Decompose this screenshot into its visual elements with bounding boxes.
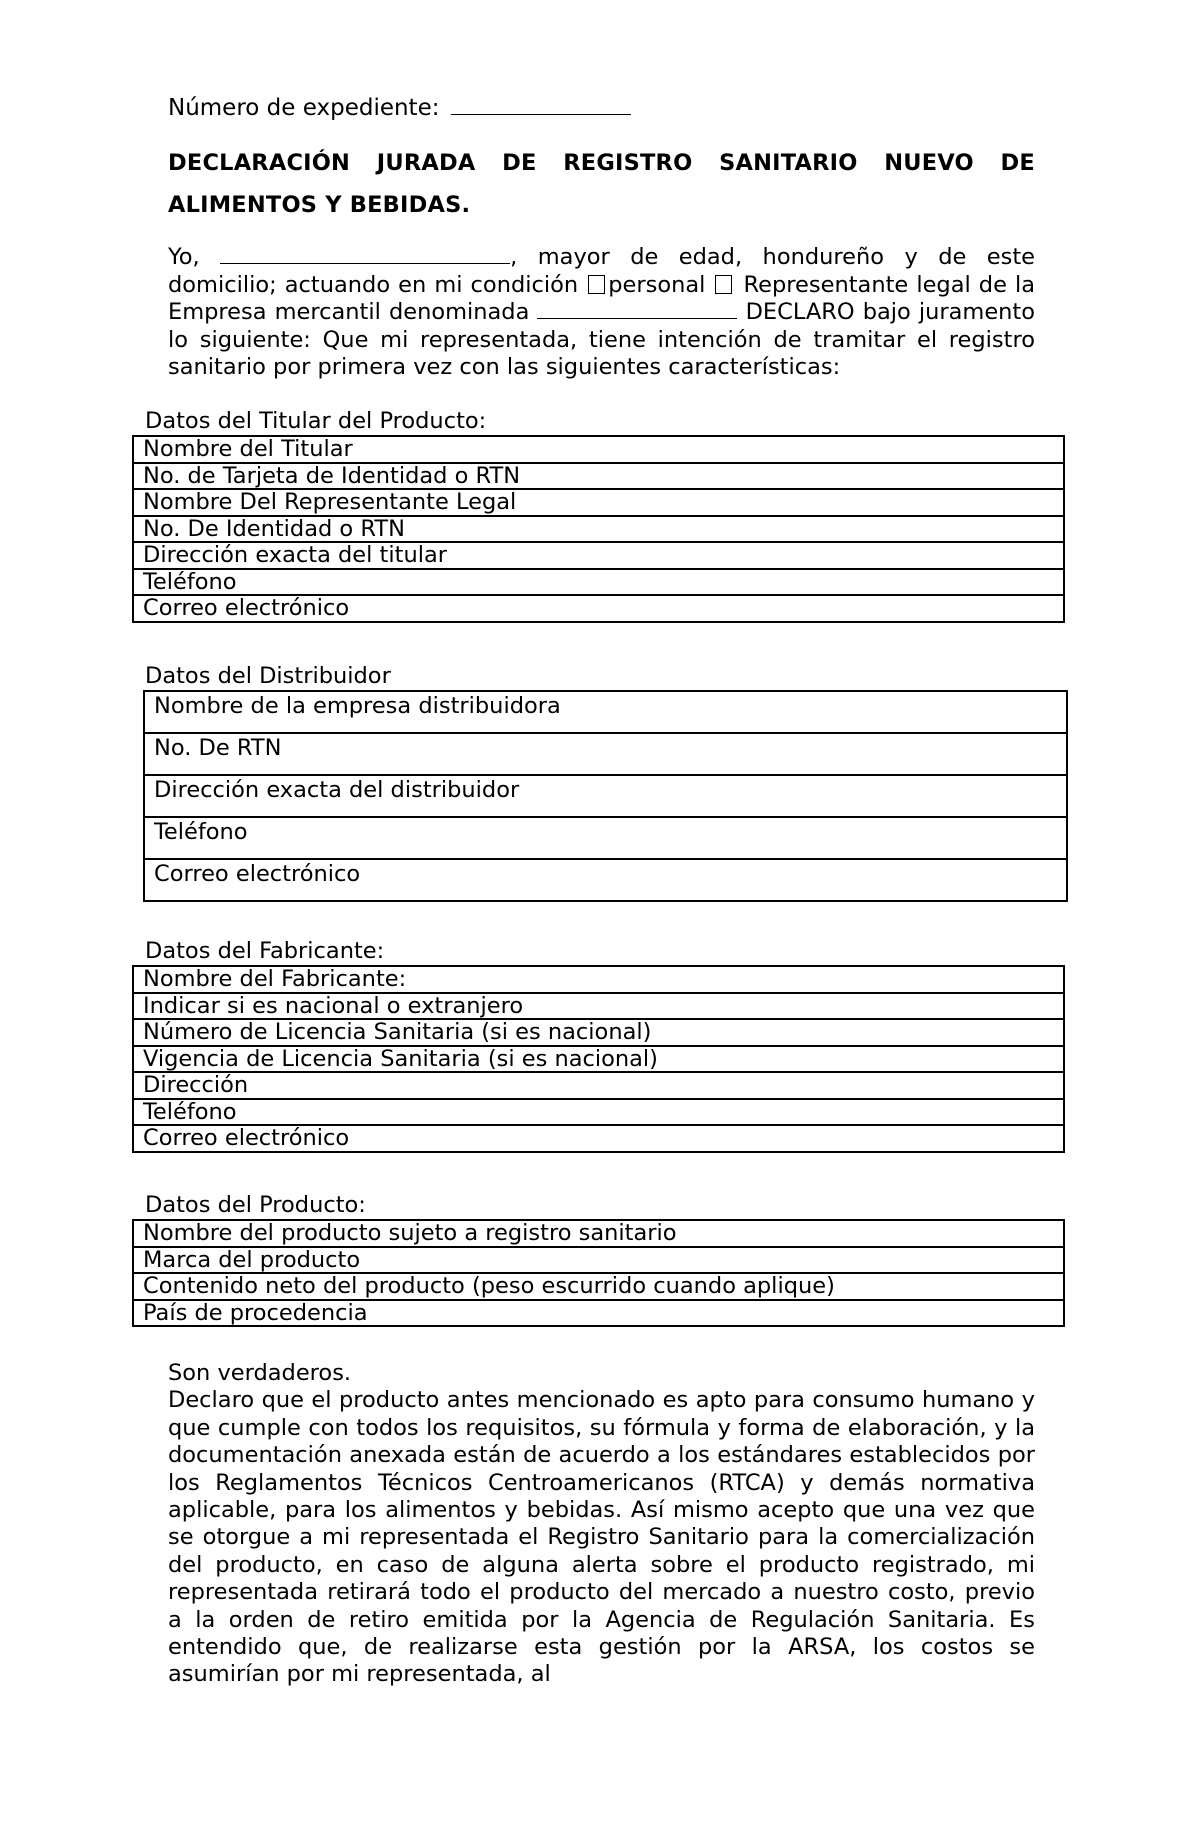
producto-table (132, 1219, 1065, 1327)
distribuidor-table (143, 690, 1068, 902)
option-representante: Representante legal de la Empresa mercantil denominada (168, 271, 1036, 325)
table-row (144, 691, 1067, 733)
table-cell: Indicar si es nacional o extranjero (133, 993, 1064, 1020)
table-cell: Vigencia de Licencia Sanitaria (si es nacional) (133, 1046, 1064, 1073)
table-row (133, 1247, 1064, 1274)
table-cell: No. de Tarjeta de Identidad o RTN (133, 463, 1064, 490)
intro-part1: , mayor de edad, hondureño y de este domicilio; actuando en mi condición (168, 244, 1036, 298)
table-row (144, 775, 1067, 817)
document-title (168, 142, 1035, 226)
titular-section-label: Datos del Titular del Producto: (145, 408, 487, 434)
closing-line-1: Son verdaderos. (168, 1360, 352, 1386)
table-cell: Nombre del Fabricante: (133, 966, 1064, 993)
closing-text (168, 1360, 1035, 1689)
table-row (133, 1019, 1064, 1046)
intro-part2: DECLARO bajo juramento lo siguiente: Que mi representada, tiene intención de tramitar el registro sanitario por primera vez con las siguientes características: (168, 299, 1036, 380)
table-row (133, 489, 1064, 516)
fabricante-table (132, 965, 1065, 1153)
title-line-1: DECLARACIÓN JURADA DE REGISTRO SANITARIO NUEVO DE (168, 150, 1035, 176)
table-row (133, 463, 1064, 490)
closing-paragraph: Declaro que el producto antes mencionado es apto para consumo humano y que cumple con todos los requisitos, su fórmula y forma de elaboración, y la documentación anexada están de acuerdo a los estándares establecidos por los Reglamentos Técnicos Centroamericanos (RTCA) y demás normativa aplicable, para los alimentos y bebidas. Así mismo acepto que una vez que se otorgue a mi representada el Registro Sanitario para la comercialización del producto, en caso de alguna alerta sobre el producto registrado, mi representada retirará todo el producto del mercado a nuestro costo, previo a la orden de retiro emitida por la Agencia de Regulación Sanitaria. Es entendido que, de realizarse esta gestión por la ARSA, los costos se asumirían por mi representada, al (168, 1387, 1035, 1688)
table-row (133, 1046, 1064, 1073)
table-cell: Nombre del producto sujeto a registro sanitario (133, 1220, 1064, 1247)
table-row (133, 1220, 1064, 1247)
table-cell: Dirección (133, 1072, 1064, 1099)
table-row (144, 817, 1067, 859)
table-row (133, 542, 1064, 569)
table-row (144, 733, 1067, 775)
table-row (133, 516, 1064, 543)
table-row (133, 966, 1064, 993)
table-cell: País de procedencia (133, 1300, 1064, 1327)
table-cell: Teléfono (144, 817, 1067, 859)
title-line-2: ALIMENTOS Y BEBIDAS. (168, 192, 471, 218)
table-cell: No. De Identidad o RTN (133, 516, 1064, 543)
table-row (144, 859, 1067, 901)
table-cell: Nombre del Titular (133, 436, 1064, 463)
table-cell: Nombre Del Representante Legal (133, 489, 1064, 516)
table-cell: Correo electrónico (133, 595, 1064, 622)
expediente-blank (451, 94, 631, 115)
empresa-blank (537, 300, 737, 319)
expediente-label: Número de expediente: (168, 95, 440, 121)
expediente-line (168, 94, 631, 121)
table-row (133, 1099, 1064, 1126)
option-personal: personal (608, 271, 706, 298)
table-row (133, 569, 1064, 596)
distribuidor-section-label: Datos del Distribuidor (145, 663, 391, 689)
checkbox-personal[interactable] (588, 275, 605, 294)
table-cell: Contenido neto del producto (peso escurrido cuando aplique) (133, 1273, 1064, 1300)
table-cell: Dirección exacta del titular (133, 542, 1064, 569)
table-row (133, 1072, 1064, 1099)
producto-section-label: Datos del Producto: (145, 1192, 366, 1218)
table-cell: No. De RTN (144, 733, 1067, 775)
intro-paragraph (168, 244, 1035, 382)
checkbox-representante[interactable] (715, 275, 732, 294)
table-cell: Dirección exacta del distribuidor (144, 775, 1067, 817)
fabricante-section-label: Datos del Fabricante: (145, 938, 385, 964)
table-cell: Número de Licencia Sanitaria (si es nacional) (133, 1019, 1064, 1046)
table-row (133, 1125, 1064, 1152)
table-row (133, 436, 1064, 463)
table-cell: Marca del producto (133, 1247, 1064, 1274)
table-cell: Correo electrónico (133, 1125, 1064, 1152)
table-row (133, 1273, 1064, 1300)
titular-table (132, 435, 1065, 623)
name-blank (220, 245, 510, 264)
table-row (133, 1300, 1064, 1327)
table-cell: Correo electrónico (144, 859, 1067, 901)
intro-yo: Yo, (168, 244, 200, 270)
table-cell: Teléfono (133, 569, 1064, 596)
table-row (133, 993, 1064, 1020)
table-row (133, 595, 1064, 622)
table-cell: Nombre de la empresa distribuidora (144, 691, 1067, 733)
table-cell: Teléfono (133, 1099, 1064, 1126)
